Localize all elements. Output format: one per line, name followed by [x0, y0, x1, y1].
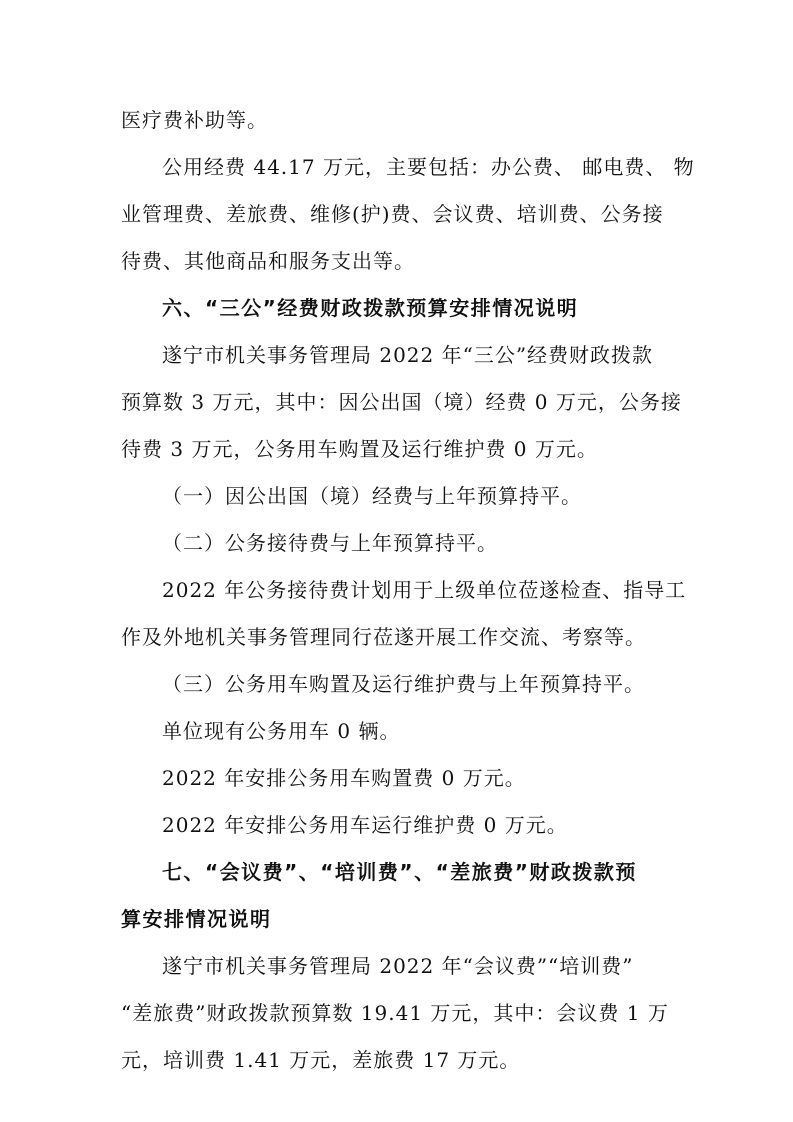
- paragraph-line-vehicle-count: 单位现有公务用车 0 辆。: [162, 719, 401, 743]
- subsection-line-overseas: （一）因公出国（境）经费与上年预算持平。: [162, 484, 582, 508]
- section-heading-meeting-training-travel-cont: 算安排情况说明: [121, 907, 272, 931]
- paragraph-line-meeting-training-amount: “差旅费”财政拨款预算数 19.41 万元，其中：会议费 1 万: [121, 1001, 669, 1025]
- paragraph-line-three-public-intro: 遂宁市机关事务管理局 2022 年“三公”经费财政拨款: [162, 343, 654, 367]
- paragraph-line-public-expense-end: 待费、其他商品和服务支出等。: [121, 249, 415, 273]
- paragraph-line-three-public-amount: 预算数 3 万元，其中：因公出国（境）经费 0 万元，公务接: [121, 390, 682, 414]
- paragraph-line-meeting-training-intro: 遂宁市机关事务管理局 2022 年“会议费”“培训费”: [162, 954, 634, 978]
- paragraph-line-reception-plan-end: 作及外地机关事务管理同行莅遂开展工作交流、考察等。: [121, 625, 646, 649]
- section-heading-three-public: 六、“三公”经费财政拨款预算安排情况说明: [162, 296, 579, 320]
- paragraph-line-vehicle-maintenance: 2022 年安排公务用车运行维护费 0 万元。: [162, 813, 568, 837]
- subsection-line-vehicles: （三）公务用车购置及运行维护费与上年预算持平。: [162, 672, 645, 696]
- paragraph-line-public-expense-cont: 业管理费、差旅费、维修(护)费、会议费、培训费、公务接: [121, 202, 664, 226]
- paragraph-line-public-expense: 公用经费 44.17 万元，主要包括：办公费、 邮电费、 物: [162, 155, 695, 179]
- paragraph-line-three-public-end: 待费 3 万元，公务用车购置及运行维护费 0 万元。: [121, 437, 598, 461]
- paragraph-line-reception-plan: 2022 年公务接待费计划用于上级单位莅遂检查、指导工: [162, 578, 687, 602]
- paragraph-line-medical-subsidy: 医疗费补助等。: [121, 108, 268, 132]
- subsection-line-reception: （二）公务接待费与上年预算持平。: [162, 531, 498, 555]
- paragraph-line-meeting-training-end: 元，培训费 1.41 万元，差旅费 17 万元。: [121, 1048, 521, 1072]
- section-heading-meeting-training-travel: 七、“会议费”、“培训费”、“差旅费”财政拨款预: [162, 860, 637, 884]
- paragraph-line-vehicle-purchase: 2022 年安排公务用车购置费 0 万元。: [162, 766, 526, 790]
